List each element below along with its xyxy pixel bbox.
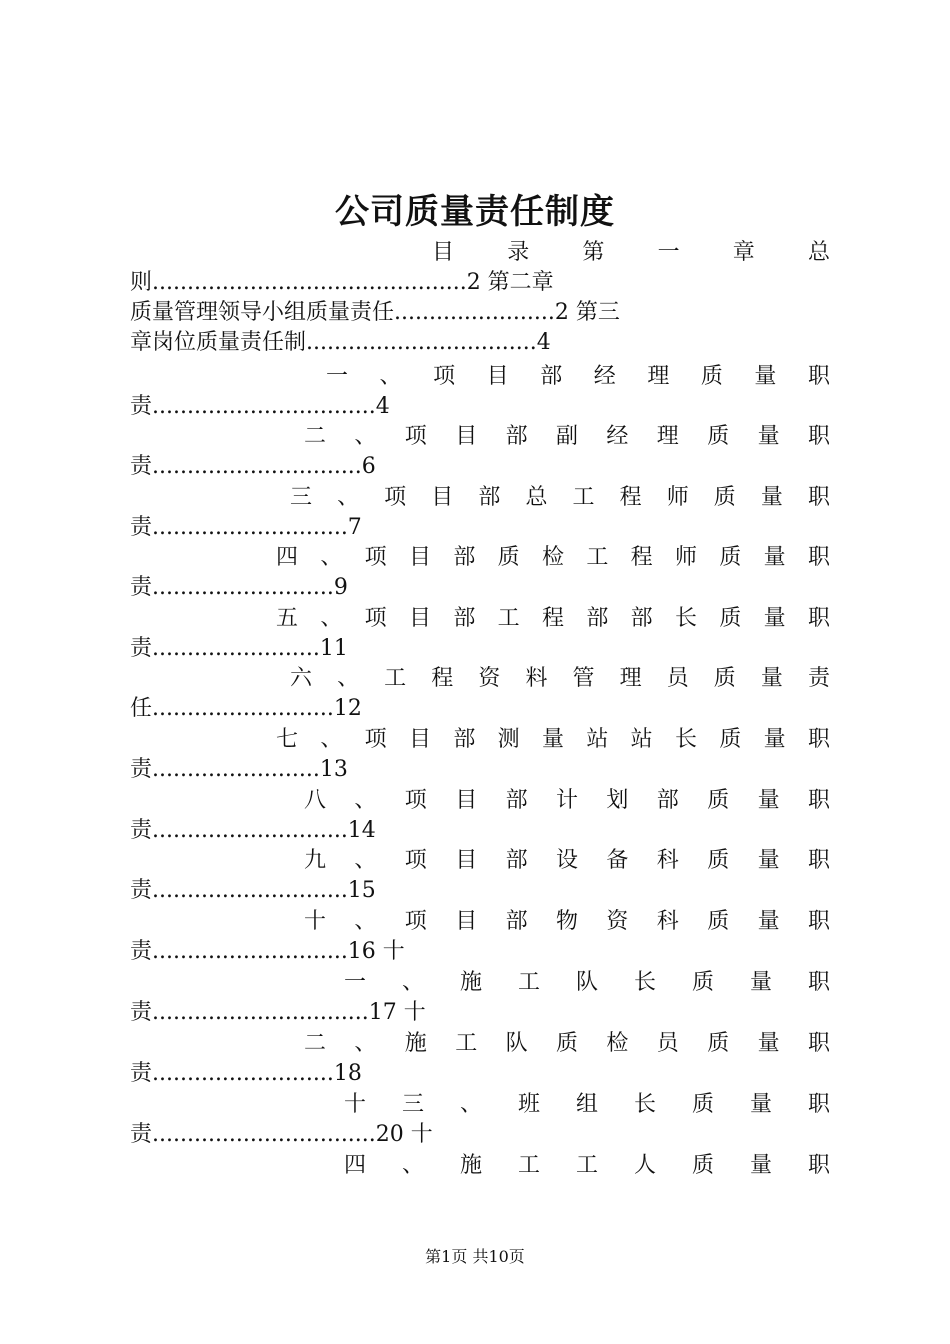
toc-line: 五 、 项 目 部 工 程 部 部 长 质 量 职 — [276, 606, 830, 631]
toc-line: 二 、 施 工 队 质 检 员 质 量 职 — [304, 1031, 830, 1056]
toc-line: 责..........................18 — [130, 1061, 362, 1086]
toc-line: 责..........................9 — [130, 575, 348, 600]
toc-line: 则.............................................2 第二章 — [130, 270, 554, 295]
document-title: 公司质量责任制度 — [335, 192, 615, 232]
toc-line: 责........................11 — [130, 636, 348, 661]
toc-line: 十 三 、 班 组 长 质 量 职 — [344, 1092, 830, 1117]
toc-line: 七 、 项 目 部 测 量 站 站 长 质 量 职 — [276, 727, 830, 752]
toc-line: 章岗位质量责任制.................................4 — [130, 330, 551, 355]
toc-line: 责............................15 — [130, 878, 376, 903]
toc-line: 责................................4 — [130, 394, 390, 419]
toc-line: 责............................14 — [130, 818, 376, 843]
toc-line: 四 、 施 工 工 人 质 量 职 — [344, 1153, 830, 1178]
toc-line: 责...............................17 十 — [130, 1000, 426, 1025]
toc-line: 二 、 项 目 部 副 经 理 质 量 职 — [304, 424, 830, 449]
toc-line: 责........................13 — [130, 757, 348, 782]
toc-line: 十 、 项 目 部 物 资 科 质 量 职 — [304, 909, 830, 934]
toc-line: 责............................7 — [130, 515, 362, 540]
toc-line: 任..........................12 — [130, 696, 362, 721]
toc-line: 质量管理领导小组质量责任.......................2 第三 — [130, 300, 620, 325]
toc-line: 责............................16 十 — [130, 939, 405, 964]
toc-line: 三 、 项 目 部 总 工 程 师 质 量 职 — [290, 485, 830, 510]
toc-line: 九 、 项 目 部 设 备 科 质 量 职 — [304, 848, 830, 873]
page-footer: 第1页 共10页 — [425, 1247, 525, 1266]
toc-line: 八 、 项 目 部 计 划 部 质 量 职 — [304, 788, 830, 813]
toc-line: 责..............................6 — [130, 454, 376, 479]
toc-line: 一 、 项 目 部 经 理 质 量 职 — [326, 364, 830, 389]
toc-line: 责................................20 十 — [130, 1122, 433, 1147]
toc-line: 四 、 项 目 部 质 检 工 程 师 质 量 职 — [276, 545, 830, 570]
toc-line: 一 、 施 工 队 长 质 量 职 — [344, 970, 830, 995]
toc-line: 目 录 第 一 章 总 — [432, 240, 830, 265]
toc-line: 六 、 工 程 资 料 管 理 员 质 量 责 — [290, 666, 830, 691]
